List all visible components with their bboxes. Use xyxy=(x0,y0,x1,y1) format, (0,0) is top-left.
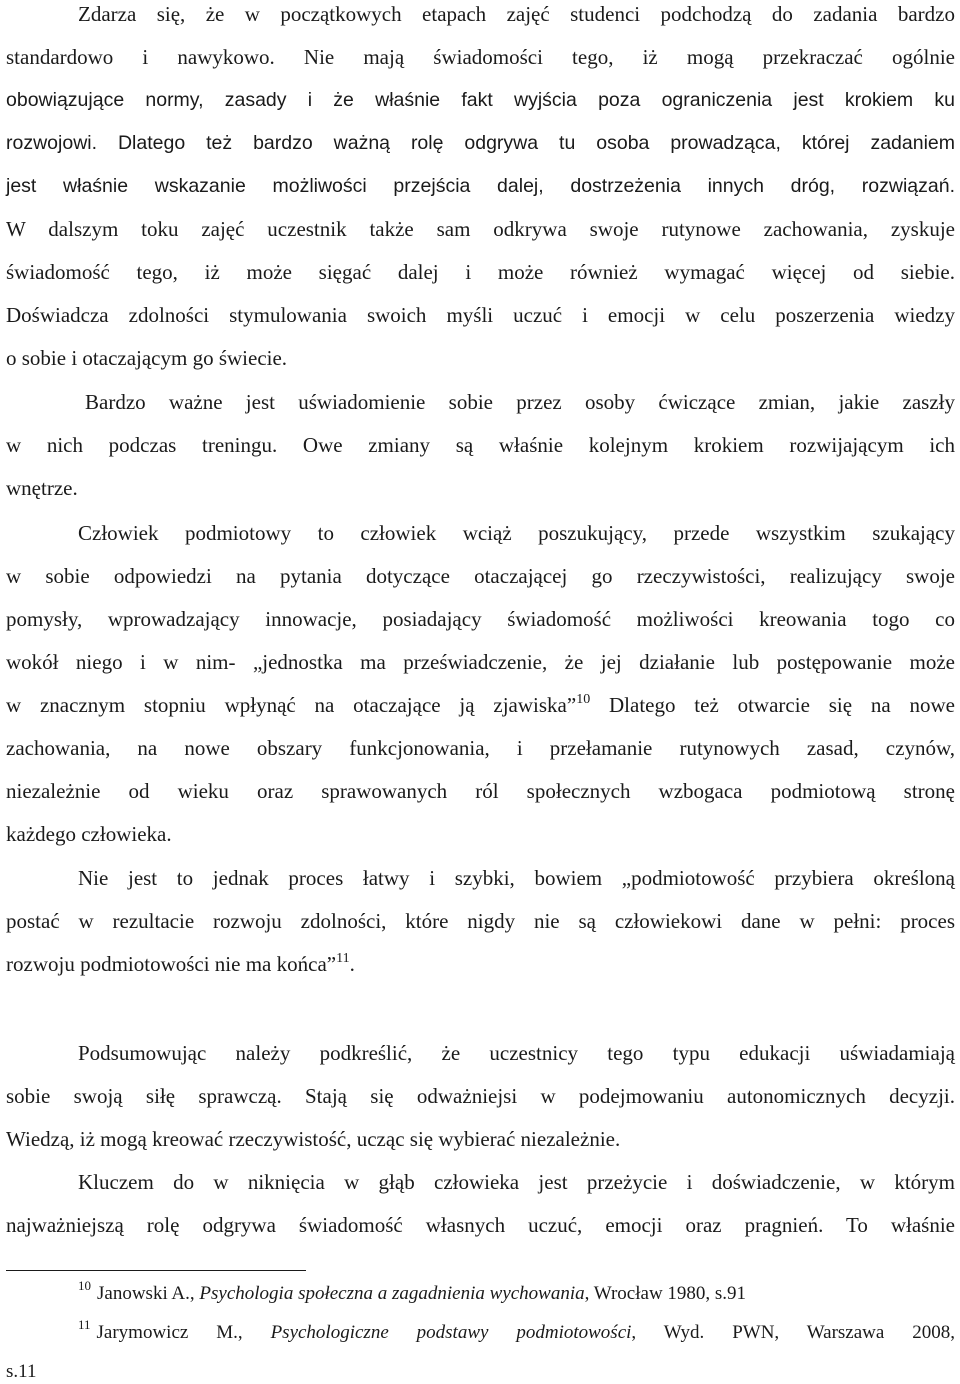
paragraph-line: W dalszym toku zajęć uczestnik także sam odkrywa swoje rutynowe zachowania, zyskuje xyxy=(6,217,955,241)
paragraph-line: Podsumowując należy podkreślić, że uczestnicy tego typu edukacji uświadamiają xyxy=(78,1041,955,1065)
quote-text: w znacznym stopniu wpłynąć na otaczające ją zjawiska” xyxy=(6,693,577,717)
paragraph-line: Doświadcza zdolności stymulowania swoich myśli uczuć i emocji w celu poszerzenia wiedzy xyxy=(6,303,955,327)
paragraph-line: zachowania, na nowe obszary funkcjonowania, i przełamanie rutynowych zasad, czynów, xyxy=(6,736,955,760)
paragraph-line: pomysły, wprowadzający innowacje, posiadający świadomość możliwości kreowania togo co xyxy=(6,607,955,631)
paragraph-line: o sobie i otaczającym go świecie. xyxy=(6,346,288,370)
footnote-title: Psychologiczne podstawy podmiotowości xyxy=(270,1322,632,1343)
paragraph-line: Człowiek podmiotowy to człowiek wciąż poszukujący, przede wszystkim szukający xyxy=(78,521,955,545)
paragraph-line: w sobie odpowiedzi na pytania dotyczące otaczającej go rzeczywistości, realizujący swoje xyxy=(6,564,955,588)
footnote-ref-10[interactable]: 10 xyxy=(576,692,591,707)
footnote-publication: , Wrocław 1980, s.91 xyxy=(584,1283,747,1304)
footnote-ref-11[interactable]: 11 xyxy=(336,951,350,966)
footnote-author: Jarymowicz M., xyxy=(96,1322,243,1343)
paragraph-line: najważniejszą rolę odgrywa świadomość własnych uczuć, emocji oraz pragnień. To właśnie xyxy=(6,1213,955,1237)
footnote-11-continuation: s.11 xyxy=(6,1361,37,1382)
footnote-separator xyxy=(6,1270,306,1271)
paragraph-line: jest właśnie wskazanie możliwości przejścia dalej, dostrzeżenia innych dróg, rozwiązań. xyxy=(6,175,955,197)
paragraph-line: Kluczem do w niknięcia w głąb człowieka jest przeżycie i doświadczenie, w którym xyxy=(78,1170,955,1194)
paragraph-line: standardowo i nawykowo. Nie mają świadomości tego, iż mogą przekraczać ogólnie xyxy=(6,45,955,69)
paragraph-line: Zdarza się, że w początkowych etapach zajęć studenci podchodzą do zadania bardzo xyxy=(78,2,955,26)
footnote-11 xyxy=(78,1317,955,1345)
paragraph-line: każdego człowieka. xyxy=(6,822,172,846)
footnote-title: Psychologia społeczna a zagadnienia wychowania xyxy=(199,1283,585,1304)
footnote-number: 10 xyxy=(78,1278,91,1293)
paragraph-line: niezależnie od wieku oraz sprawowanych ról społecznych wzbogaca podmiotową stronę xyxy=(6,779,955,803)
quote-text: rozwoju podmiotowości nie ma końca” xyxy=(6,952,337,976)
footnote-publication: , Wyd. PWN, Warszawa 2008, xyxy=(631,1322,955,1343)
footnote-10 xyxy=(78,1278,747,1306)
paragraph-line xyxy=(6,691,955,719)
sentence-end: . xyxy=(349,952,355,976)
footnote-number: 11 xyxy=(78,1317,91,1332)
paragraph-line: Bardzo ważne jest uświadomienie sobie przez osoby ćwiczące zmian, jakie zaszły xyxy=(85,390,955,414)
paragraph-line: wokół niego i w nim- „jednostka ma przeświadczenie, że jej działanie lub postępowanie może xyxy=(6,650,955,674)
sentence-continuation: Dlatego też otwarcie się na nowe xyxy=(590,693,955,717)
paragraph-line: obowiązujące normy, zasady i że właśnie fakt wyjścia poza ograniczenia jest krokiem ku xyxy=(6,89,955,111)
paragraph-line: Nie jest to jednak proces łatwy i szybki, bowiem „podmiotowość przybiera określoną xyxy=(78,866,955,890)
paragraph-line: Wiedzą, iż mogą kreować rzeczywistość, ucząc się wybierać niezależnie. xyxy=(6,1127,621,1151)
paragraph-line: w nich podczas treningu. Owe zmiany są właśnie kolejnym krokiem rozwijającym ich xyxy=(6,433,955,457)
footnote-author: Janowski A., xyxy=(97,1283,195,1304)
paragraph-line xyxy=(6,950,955,978)
paragraph-line: sobie swoją siłę sprawczą. Stają się odważniejsi w podejmowaniu autonomicznych decyzji. xyxy=(6,1084,955,1108)
paragraph-line: świadomość tego, iż może sięgać dalej i może również wymagać więcej od siebie. xyxy=(6,260,955,284)
paragraph-line: rozwojowi. Dlatego też bardzo ważną rolę odgrywa tu osoba prowadząca, której zadaniem xyxy=(6,132,955,154)
paragraph-line: postać w rezultacie rozwoju zdolności, które nigdy nie są człowiekowi dane w pełni: proces xyxy=(6,909,955,933)
paragraph-line: wnętrze. xyxy=(6,476,78,500)
